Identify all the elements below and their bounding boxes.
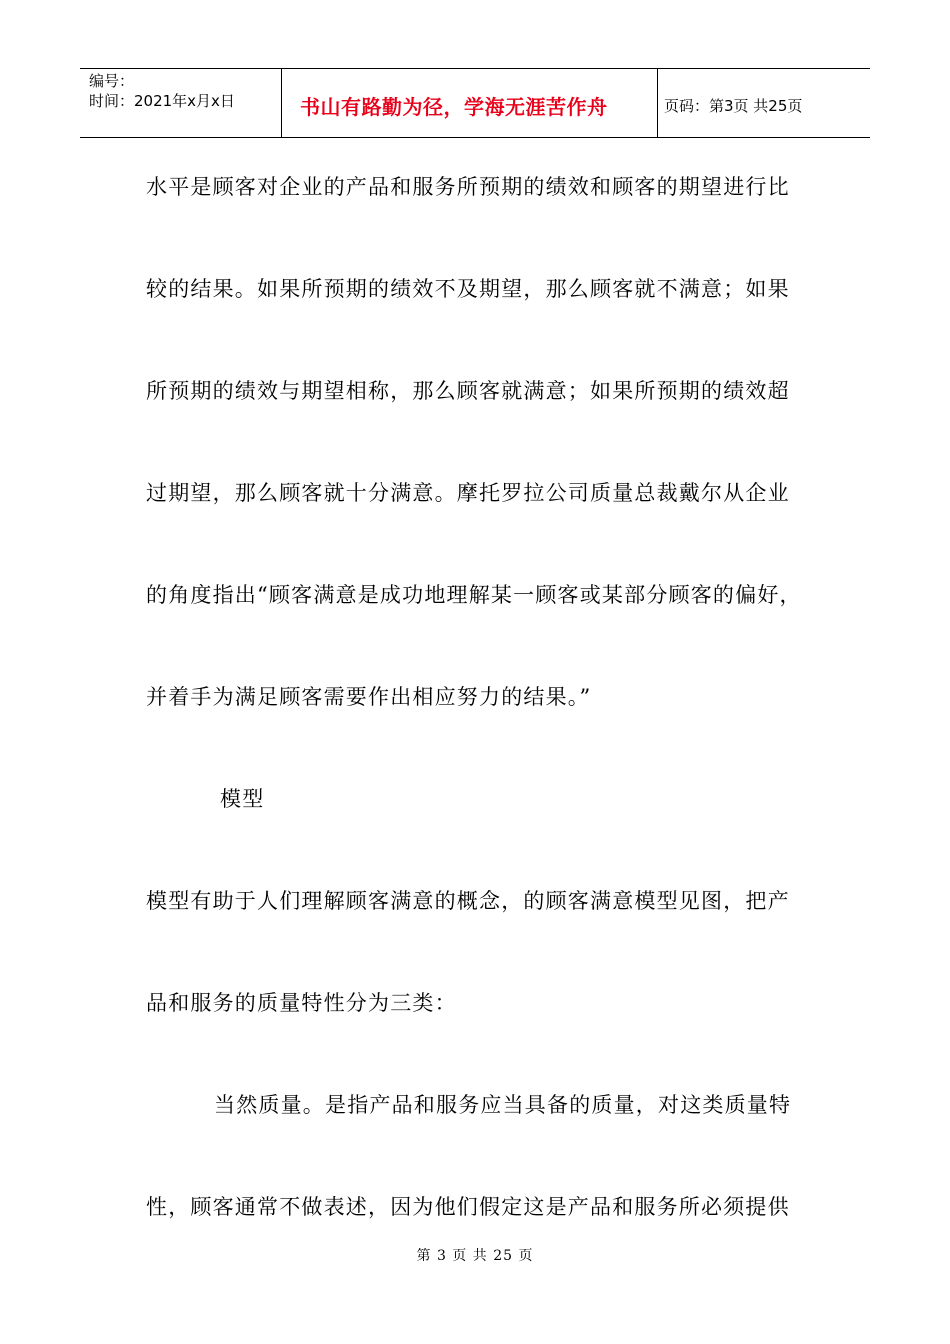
body-line: 性，顾客通常不做表述，因为他们假定这是产品和服务所必须提供 (146, 1195, 790, 1219)
page-footer: 第 3 页 共 25 页 (416, 1248, 534, 1264)
header-page-info: 页码：第3页 共25页 (664, 96, 803, 115)
header-left-cell (80, 69, 282, 137)
body-line: 品和服务的质量特性分为三类： (146, 991, 457, 1015)
body-line: 水平是顾客对企业的产品和服务所预期的绩效和顾客的期望进行比 (146, 175, 790, 199)
body-line: 过期望，那么顾客就十分满意。摩托罗拉公司质量总裁戴尔从企业 (146, 481, 790, 505)
body-line: 当然质量。是指产品和服务应当具备的质量，对这类质量特 (214, 1093, 792, 1117)
body-line: 并着手为满足顾客需要作出相应努力的结果。” (146, 685, 592, 709)
header-motto: 书山有路勤为径，学海无涯苦作舟 (300, 94, 608, 119)
document-body (146, 162, 826, 1284)
document-time-label: 时间：2021年x月x日 (89, 92, 235, 110)
page-header (80, 68, 870, 138)
header-page-cell (658, 69, 870, 137)
document-number-label: 编号： (89, 72, 135, 90)
body-line: 的角度指出“顾客满意是成功地理解某一顾客或某部分顾客的偏好， (146, 583, 802, 607)
section-heading: 模型 (220, 787, 265, 811)
header-motto-cell (282, 69, 658, 137)
body-line: 所预期的绩效与期望相称，那么顾客就满意；如果所预期的绩效超 (146, 379, 790, 403)
body-line: 模型有助于人们理解顾客满意的概念，的顾客满意模型见图，把产 (146, 889, 790, 913)
body-line: 较的结果。如果所预期的绩效不及期望，那么顾客就不满意；如果 (146, 277, 790, 301)
